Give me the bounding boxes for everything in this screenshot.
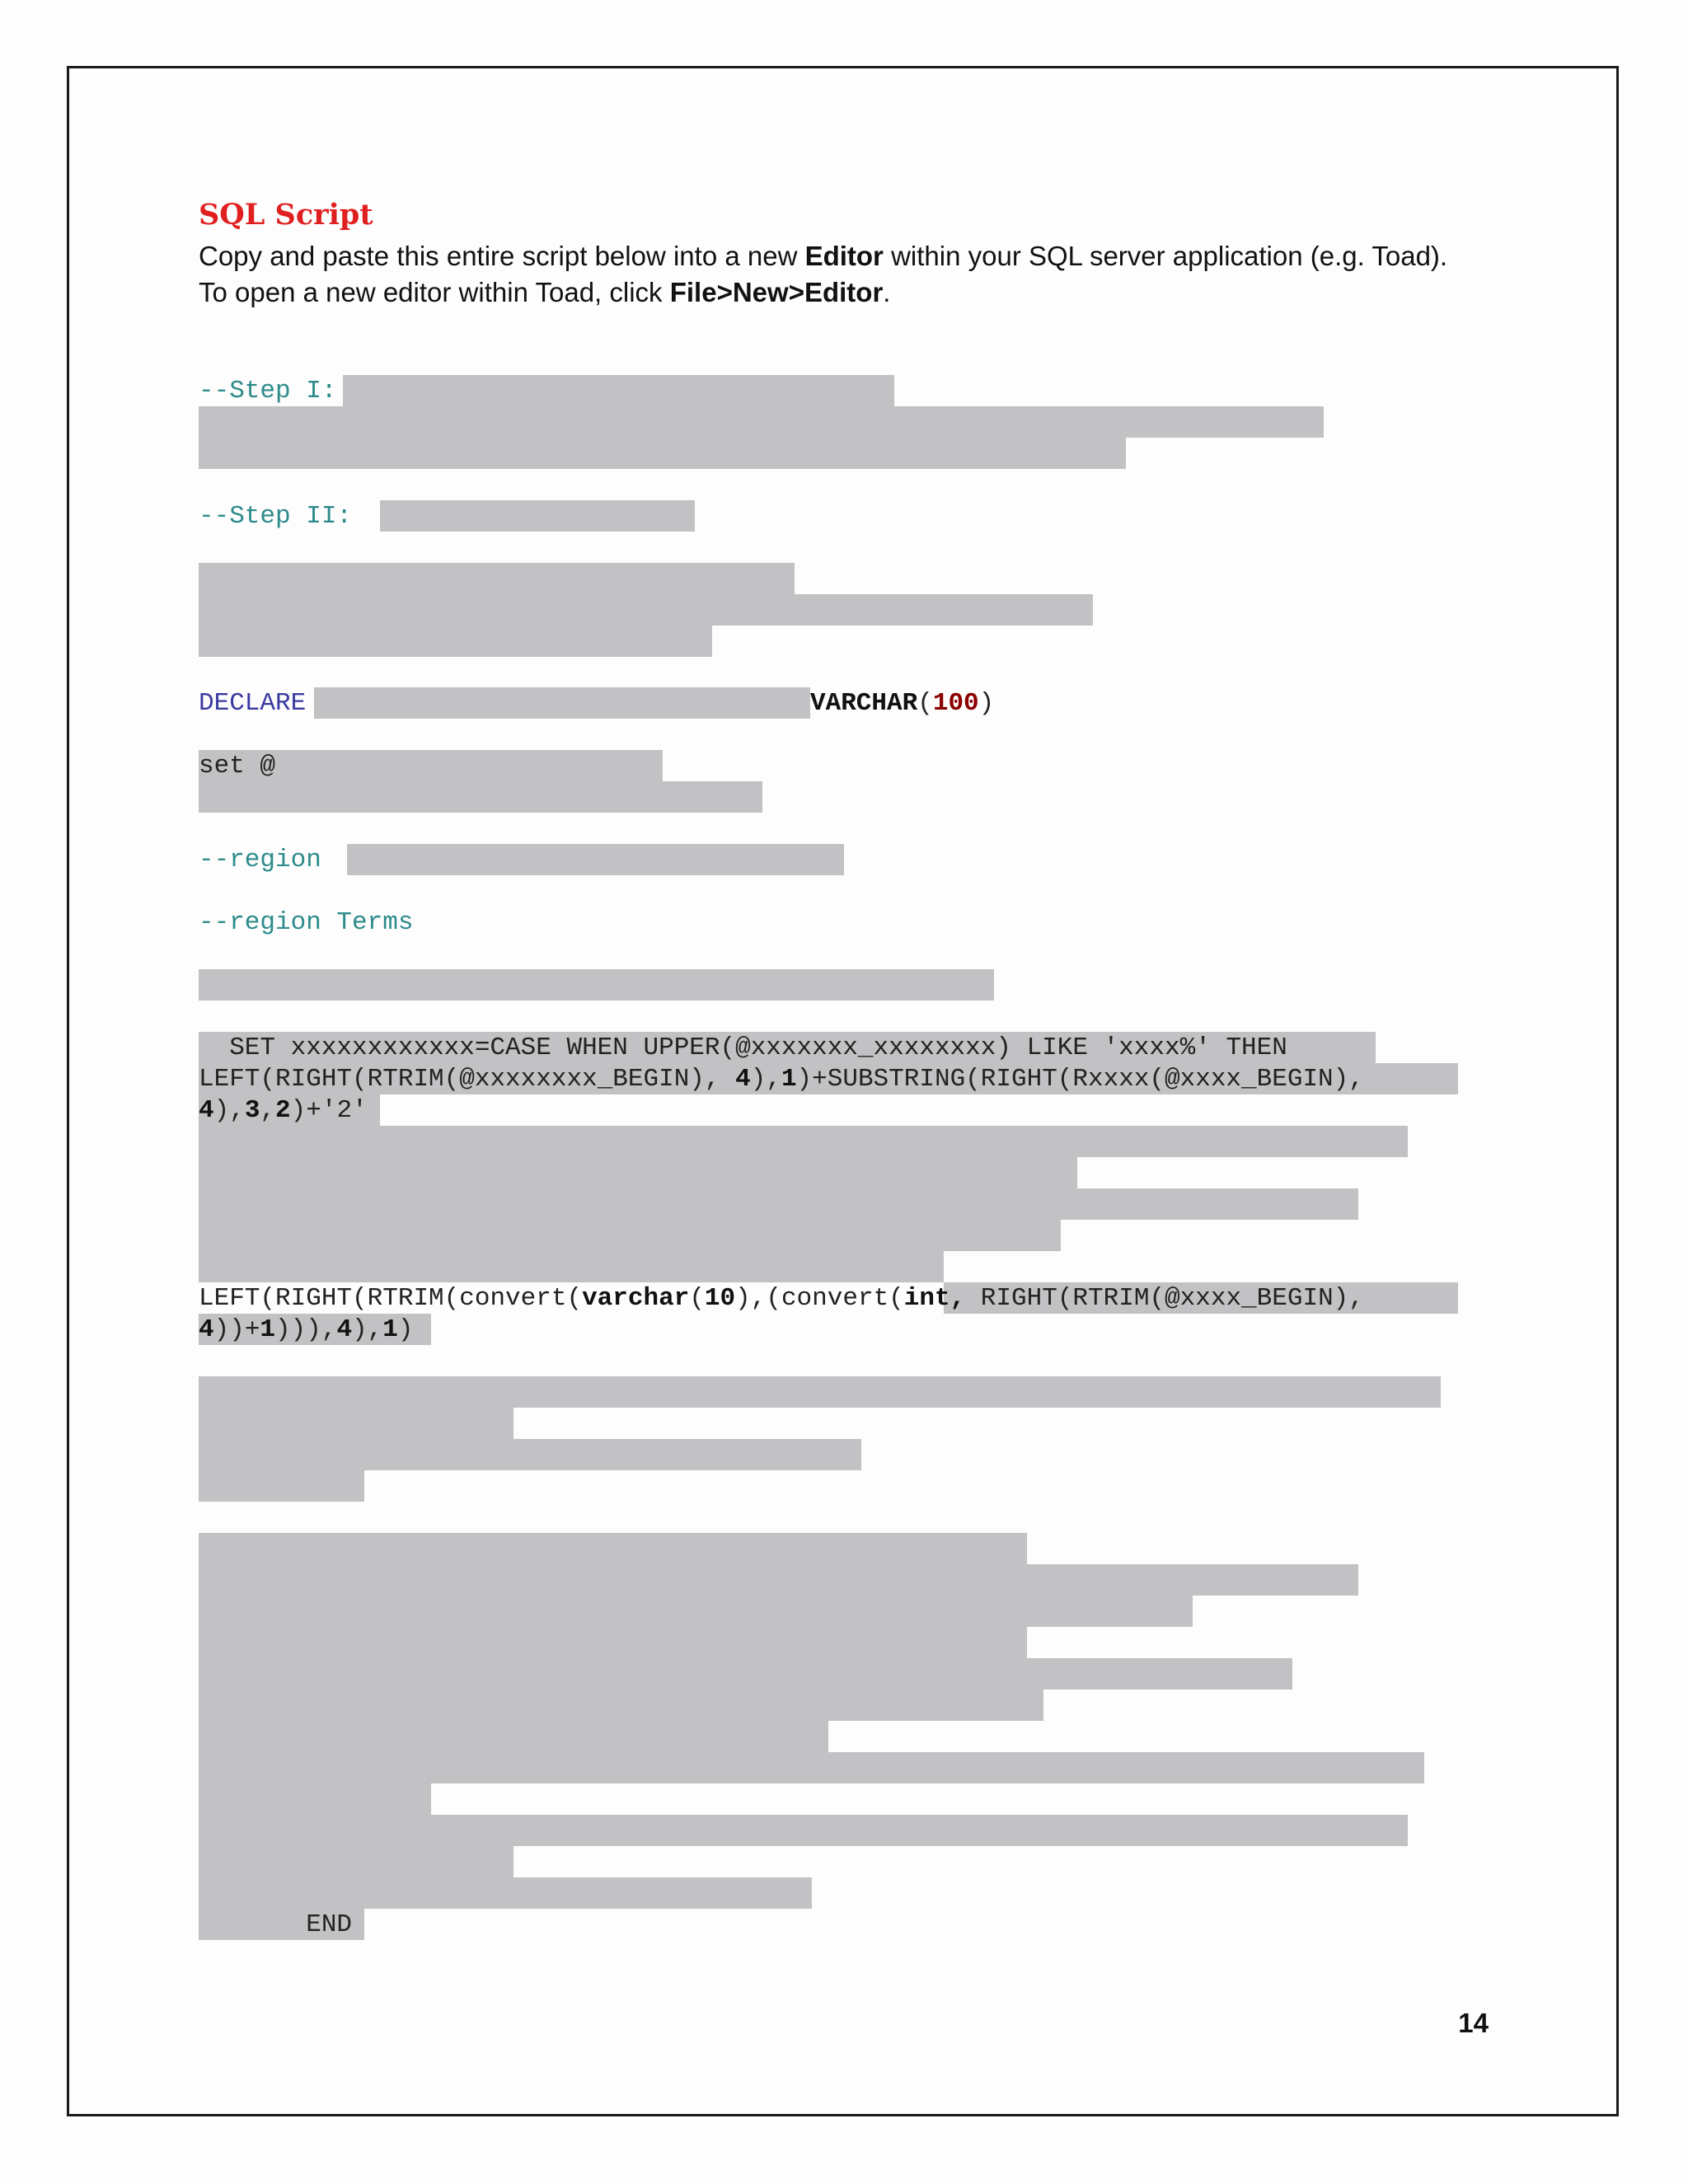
redaction-block xyxy=(199,1877,812,1909)
redaction-block xyxy=(199,1533,1027,1564)
redaction-block xyxy=(199,563,795,594)
redaction-block xyxy=(199,1752,1424,1783)
code-number: 2 xyxy=(275,1096,291,1125)
declare-keyword: DECLARE xyxy=(199,689,307,718)
redaction-block xyxy=(199,1658,1292,1690)
redaction-block xyxy=(199,1126,1408,1157)
redaction-block xyxy=(199,1846,513,1877)
redaction-block xyxy=(199,1596,1193,1627)
varchar-keyword: VARCHAR xyxy=(810,689,918,718)
redaction-block xyxy=(314,687,810,719)
code-text: RIGHT(RTRIM(@xxxx_BEGIN), xyxy=(965,1284,1364,1313)
code-number: 1 xyxy=(382,1315,398,1344)
substring-args-line xyxy=(199,1095,368,1127)
region-terms-comment: --region Terms xyxy=(199,908,414,937)
varchar-keyword: varchar xyxy=(582,1284,690,1313)
code-number: 4 xyxy=(735,1065,751,1094)
code-number: 4 xyxy=(336,1315,353,1344)
redaction-block xyxy=(199,1188,1358,1220)
intro-text: To open a new editor within Toad, click xyxy=(199,277,670,307)
length-number: 100 xyxy=(932,689,979,718)
code-text: LEFT(RIGHT(RTRIM(@xxxxxxxx_BEGIN), xyxy=(199,1065,736,1094)
code-number: 4 xyxy=(199,1315,214,1344)
code-number: 1 xyxy=(781,1065,797,1094)
region-comment: --region xyxy=(199,846,321,874)
intro-text: within your SQL server application (e.g. Toad). xyxy=(883,241,1448,271)
code-text: , xyxy=(260,1096,276,1125)
code-text: LEFT(RIGHT(RTRIM(convert( xyxy=(199,1284,583,1313)
paren: ) xyxy=(978,689,995,718)
redaction-block xyxy=(347,844,844,875)
redaction-block xyxy=(199,1408,513,1439)
code-text: ), xyxy=(213,1096,245,1125)
section-heading: SQL Script xyxy=(199,198,373,232)
redaction-block xyxy=(380,500,695,532)
code-number: 1 xyxy=(260,1315,276,1344)
declare-statement xyxy=(199,688,306,719)
set-statement: set @ xyxy=(199,752,276,780)
redaction-block xyxy=(199,594,1093,626)
end-keyword: END xyxy=(199,1910,353,1939)
convert-line xyxy=(199,1283,1364,1315)
redaction-block xyxy=(199,406,1324,438)
redaction-block xyxy=(199,1564,1358,1596)
int-keyword: int, xyxy=(903,1284,966,1313)
redaction-block xyxy=(199,1376,1441,1408)
set-case-line: SET xxxxxxxxxxxx=CASE WHEN UPPER(@xxxxxxx_xxxxxxxx) LIKE 'xxxx%' THEN xyxy=(199,1033,1287,1062)
code-text: ) xyxy=(397,1315,414,1344)
intro-bold-editor: Editor xyxy=(804,241,884,271)
redaction-block xyxy=(199,969,994,1001)
redaction-block xyxy=(199,1783,431,1815)
code-number: 4 xyxy=(199,1096,214,1125)
page-number: 14 xyxy=(1458,2008,1489,2038)
redaction-block xyxy=(199,1470,364,1502)
paren: ( xyxy=(917,689,933,718)
code-number: 3 xyxy=(244,1096,260,1125)
code-text: ), xyxy=(352,1315,383,1344)
redaction-block xyxy=(199,1251,944,1282)
code-number: 10 xyxy=(704,1284,736,1313)
redaction-block xyxy=(199,1690,1043,1721)
redaction-block xyxy=(199,1815,1408,1846)
step-2-comment: --Step II: xyxy=(199,502,353,531)
redaction-block xyxy=(199,626,712,657)
redaction-block xyxy=(199,1157,1077,1188)
left-right-line xyxy=(199,1064,1364,1095)
intro-text: . xyxy=(883,277,891,307)
code-text: ), xyxy=(750,1065,781,1094)
redaction-block xyxy=(199,1721,828,1752)
code-text: ))+ xyxy=(213,1315,260,1344)
redaction-block xyxy=(199,1627,1027,1658)
code-text: )+SUBSTRING(RIGHT(Rxxxx(@xxxx_BEGIN), xyxy=(796,1065,1364,1094)
code-text: ( xyxy=(689,1284,705,1313)
code-text: ),(convert( xyxy=(735,1284,904,1313)
redaction-block xyxy=(343,375,894,406)
code-text: ))), xyxy=(275,1315,337,1344)
declare-type xyxy=(810,688,994,719)
convert-args-line xyxy=(199,1315,414,1346)
redaction-block xyxy=(199,781,762,813)
redaction-block xyxy=(199,1439,861,1470)
intro-bold-menu-path: File>New>Editor xyxy=(669,277,884,307)
intro-line-2 xyxy=(199,274,890,311)
code-text: )+'2' xyxy=(290,1096,368,1125)
step-1-comment: --Step I: xyxy=(199,377,337,405)
redaction-block xyxy=(199,1220,1061,1251)
intro-line-1 xyxy=(199,238,1447,274)
intro-text: Copy and paste this entire script below into a new xyxy=(199,241,805,271)
redaction-block xyxy=(199,438,1126,469)
